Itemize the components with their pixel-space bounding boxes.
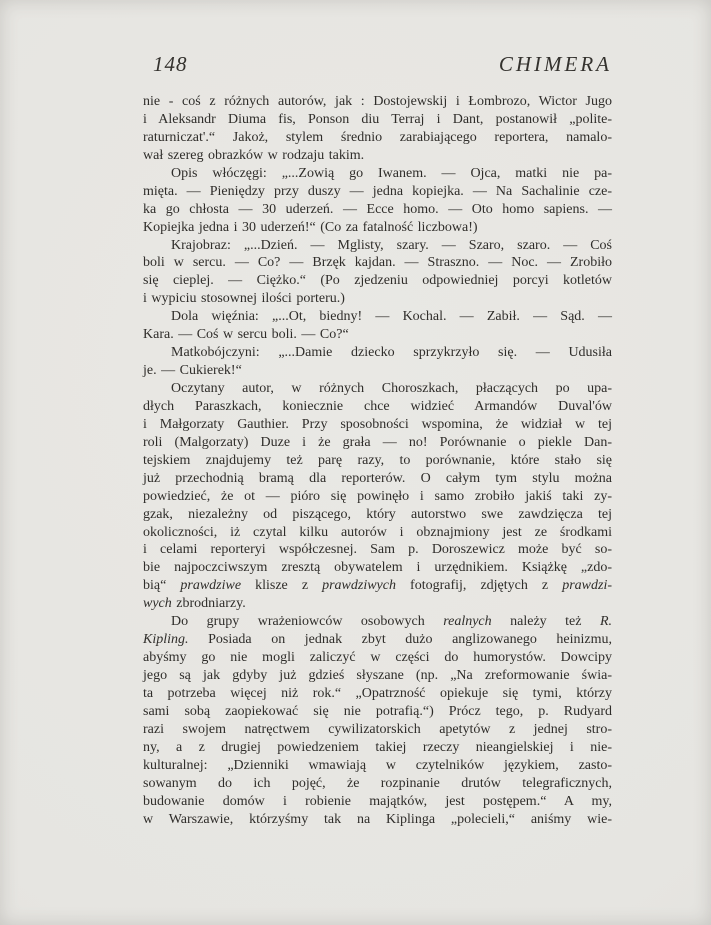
text-line bbox=[143, 111, 612, 129]
text-line bbox=[143, 793, 612, 811]
text-line bbox=[143, 219, 612, 237]
text-segment: należy też bbox=[491, 614, 600, 630]
text-segment: kulturalnej: „Dzienniki wmawiają w czytelników językiem, zasto- bbox=[143, 757, 612, 773]
text-line bbox=[143, 541, 612, 559]
text-segment: tejskiem znajdujemy też parę razy, to porównanie, które stało się bbox=[143, 452, 612, 468]
text-line bbox=[143, 272, 612, 290]
text-line bbox=[143, 416, 612, 434]
text-line bbox=[143, 362, 612, 380]
italic-text-segment: R. bbox=[599, 614, 612, 630]
text-line bbox=[143, 721, 612, 739]
journal-title: CHIMERA bbox=[498, 52, 612, 76]
text-segment: boli w sercu. — Co? — Brzęk kajdan. — Straszno. — Noc. — Zrobiło bbox=[143, 255, 612, 271]
text-segment: w Warszawie, którzyśmy tak na Kiplinga „polecieli,“ aniśmy wie- bbox=[143, 811, 612, 827]
italic-text-segment: wych bbox=[143, 596, 172, 612]
text-line bbox=[143, 577, 612, 595]
text-segment: powiedzieć, że ot — pióro się powinęło i samo zrobiło jakiś taki zy- bbox=[143, 488, 612, 504]
text-line bbox=[143, 129, 612, 147]
italic-text-segment: Kipling. bbox=[143, 632, 189, 648]
text-line bbox=[143, 667, 612, 685]
text-segment: Kara. — Coś w sercu boli. — Co?“ bbox=[143, 327, 349, 343]
text-line bbox=[143, 165, 612, 183]
text-segment: jego są jak gdyby już gdzieś słyszane (np. „Na zreformowanie świa- bbox=[143, 668, 612, 683]
text-line bbox=[143, 703, 612, 721]
text-segment: Matkobójczyni: „...Damie dziecko sprzykrzyło się. — Udusiła bbox=[171, 345, 612, 361]
text-line bbox=[143, 434, 612, 452]
text-segment: klisze z bbox=[241, 578, 323, 594]
text-line bbox=[143, 380, 612, 398]
text-line bbox=[143, 201, 612, 219]
text-line bbox=[143, 254, 612, 272]
text-segment: je. — Cukierek!“ bbox=[143, 363, 242, 379]
text-segment: bie najpoczciwszym zresztą obywatelem i urzędnikiem. Książkę „zdo- bbox=[143, 560, 612, 576]
text-segment: razi swojem natręctwem cywilizatorskich apetytów z jednej stro- bbox=[143, 721, 612, 737]
text-segment: Dola więźnia: „...Ot, biedny! — Kochal. — Zabił. — Sąd. — bbox=[171, 309, 612, 325]
text-line bbox=[143, 811, 612, 829]
text-segment: ta potrzeba więcej niż rok.“ „Opatrzność opiekuje się tymi, którzy bbox=[143, 685, 612, 701]
text-segment: i wypiciu stosownej ilości porteru.) bbox=[143, 291, 345, 307]
text-line bbox=[143, 344, 612, 362]
text-segment: raturniczat'.“ Jakoż, stylem średnio zarabiającego reportera, namalo- bbox=[143, 129, 612, 145]
text-segment: i Małgorzaty Gauthier. Przy sposobności wspomina, że widział w tej bbox=[143, 416, 612, 432]
text-segment: fotografij, zdjętych z bbox=[395, 578, 563, 594]
text-line bbox=[143, 326, 612, 344]
text-segment: już przechodnią bramą dla reporterów. O całym tym stylu można bbox=[143, 470, 612, 486]
text-segment: bią“ bbox=[143, 578, 181, 594]
text-line bbox=[143, 290, 612, 308]
text-line bbox=[143, 685, 612, 703]
text-line bbox=[143, 398, 612, 416]
text-segment: Opis włóczęgi: „...Zowią go Iwanem. — Ojca, matki nie pa- bbox=[171, 165, 612, 181]
text-segment: budowanie domów i robienie majątków, jest postępem.“ A my, bbox=[143, 793, 612, 809]
text-line bbox=[143, 524, 612, 542]
text-segment: zbrodniarzy. bbox=[171, 596, 246, 612]
italic-text-segment: prawdziwe bbox=[180, 578, 242, 594]
text-line bbox=[143, 183, 612, 201]
text-segment: mięta. — Pieniędzy przy duszy — jedna kopiejka. — Na Sachalinie cze- bbox=[143, 183, 612, 199]
text-line bbox=[143, 93, 612, 111]
text-line bbox=[143, 452, 612, 470]
text-segment: i celami reporteryi współczesnej. Sam p. Doroszewicz może być so- bbox=[143, 542, 612, 558]
text-line bbox=[143, 237, 612, 255]
text-line bbox=[143, 470, 612, 488]
italic-text-segment: realnych bbox=[443, 614, 492, 630]
text-segment: gzak, niezależny od piszącego, który autorstwo swe zawdzięcza tej bbox=[143, 506, 612, 522]
text-line bbox=[143, 559, 612, 577]
text-block bbox=[143, 93, 612, 828]
text-line bbox=[143, 649, 612, 667]
text-line bbox=[143, 488, 612, 506]
text-segment: sowanym do ich pojęć, że rozpinanie drutów telegraficznych, bbox=[143, 775, 612, 791]
text-segment: nie - coś z różnych autorów, jak : Dostojewskij i Łombrozo, Wictor Jugo bbox=[143, 94, 612, 109]
text-line bbox=[143, 739, 612, 757]
text-segment: ny, a z drugiej powiedzeniem takiej rzeczy nieangielskiej i nie- bbox=[143, 739, 612, 755]
italic-text-segment: prawdzi- bbox=[562, 578, 612, 594]
text-segment: roli (Malgorzaty) Duze i że grała — no! Porównanie o piekle Dan- bbox=[143, 434, 612, 450]
text-segment: Oczytany autor, w różnych Choroszkach, płaczących po upa- bbox=[171, 381, 612, 396]
text-line bbox=[143, 631, 612, 649]
page-number: 148 bbox=[153, 52, 188, 76]
text-line bbox=[143, 308, 612, 326]
text-segment: Krajobraz: „...Dzień. — Mglisty, szary. — Szaro, szaro. — Coś bbox=[171, 237, 612, 253]
text-segment: abyśmy go nie mogli zaliczyć w części do humorystów. Dowcipy bbox=[143, 650, 612, 666]
text-segment: okoliczności, iż czytal kilku autorów i obznajmiony jest ze środkami bbox=[143, 524, 612, 540]
text-line bbox=[143, 595, 612, 613]
text-segment: wał szereg obrazków w rodzaju takim. bbox=[143, 147, 365, 163]
text-segment: się cieplej. — Ciężko.“ (Po zjedzeniu odpowiedniej porcyi kotletów bbox=[143, 273, 612, 289]
text-line bbox=[143, 147, 612, 165]
text-segment: ka go chłosta — 30 uderzeń. — Ecce homo. — Oto homo sapiens. — bbox=[143, 201, 612, 217]
text-line bbox=[143, 506, 612, 524]
text-line bbox=[143, 613, 612, 631]
text-line bbox=[143, 757, 612, 775]
text-segment: Do grupy wrażeniowców osobowych bbox=[171, 614, 444, 630]
text-segment: Kopiejka jedna i 30 uderzeń!“ (Co za fatalność liczbowa!) bbox=[143, 219, 478, 235]
text-line bbox=[143, 775, 612, 793]
italic-text-segment: prawdziwych bbox=[322, 578, 396, 594]
text-segment: Posiada on jednak zbyt dużo anglizowanego heinizmu, bbox=[188, 632, 612, 648]
text-segment: dłych Paraszkach, koniecznie chce widzieć Armandów Duval'ów bbox=[143, 398, 612, 414]
page-header bbox=[143, 52, 612, 82]
text-segment: sami sobą zaopiekować się nie potrafią.“) Prócz tego, p. Rudyard bbox=[143, 703, 612, 719]
text-segment: i Aleksandr Diuma fis, Ponson diu Terraj i Dant, postanowił „polite- bbox=[143, 111, 612, 127]
